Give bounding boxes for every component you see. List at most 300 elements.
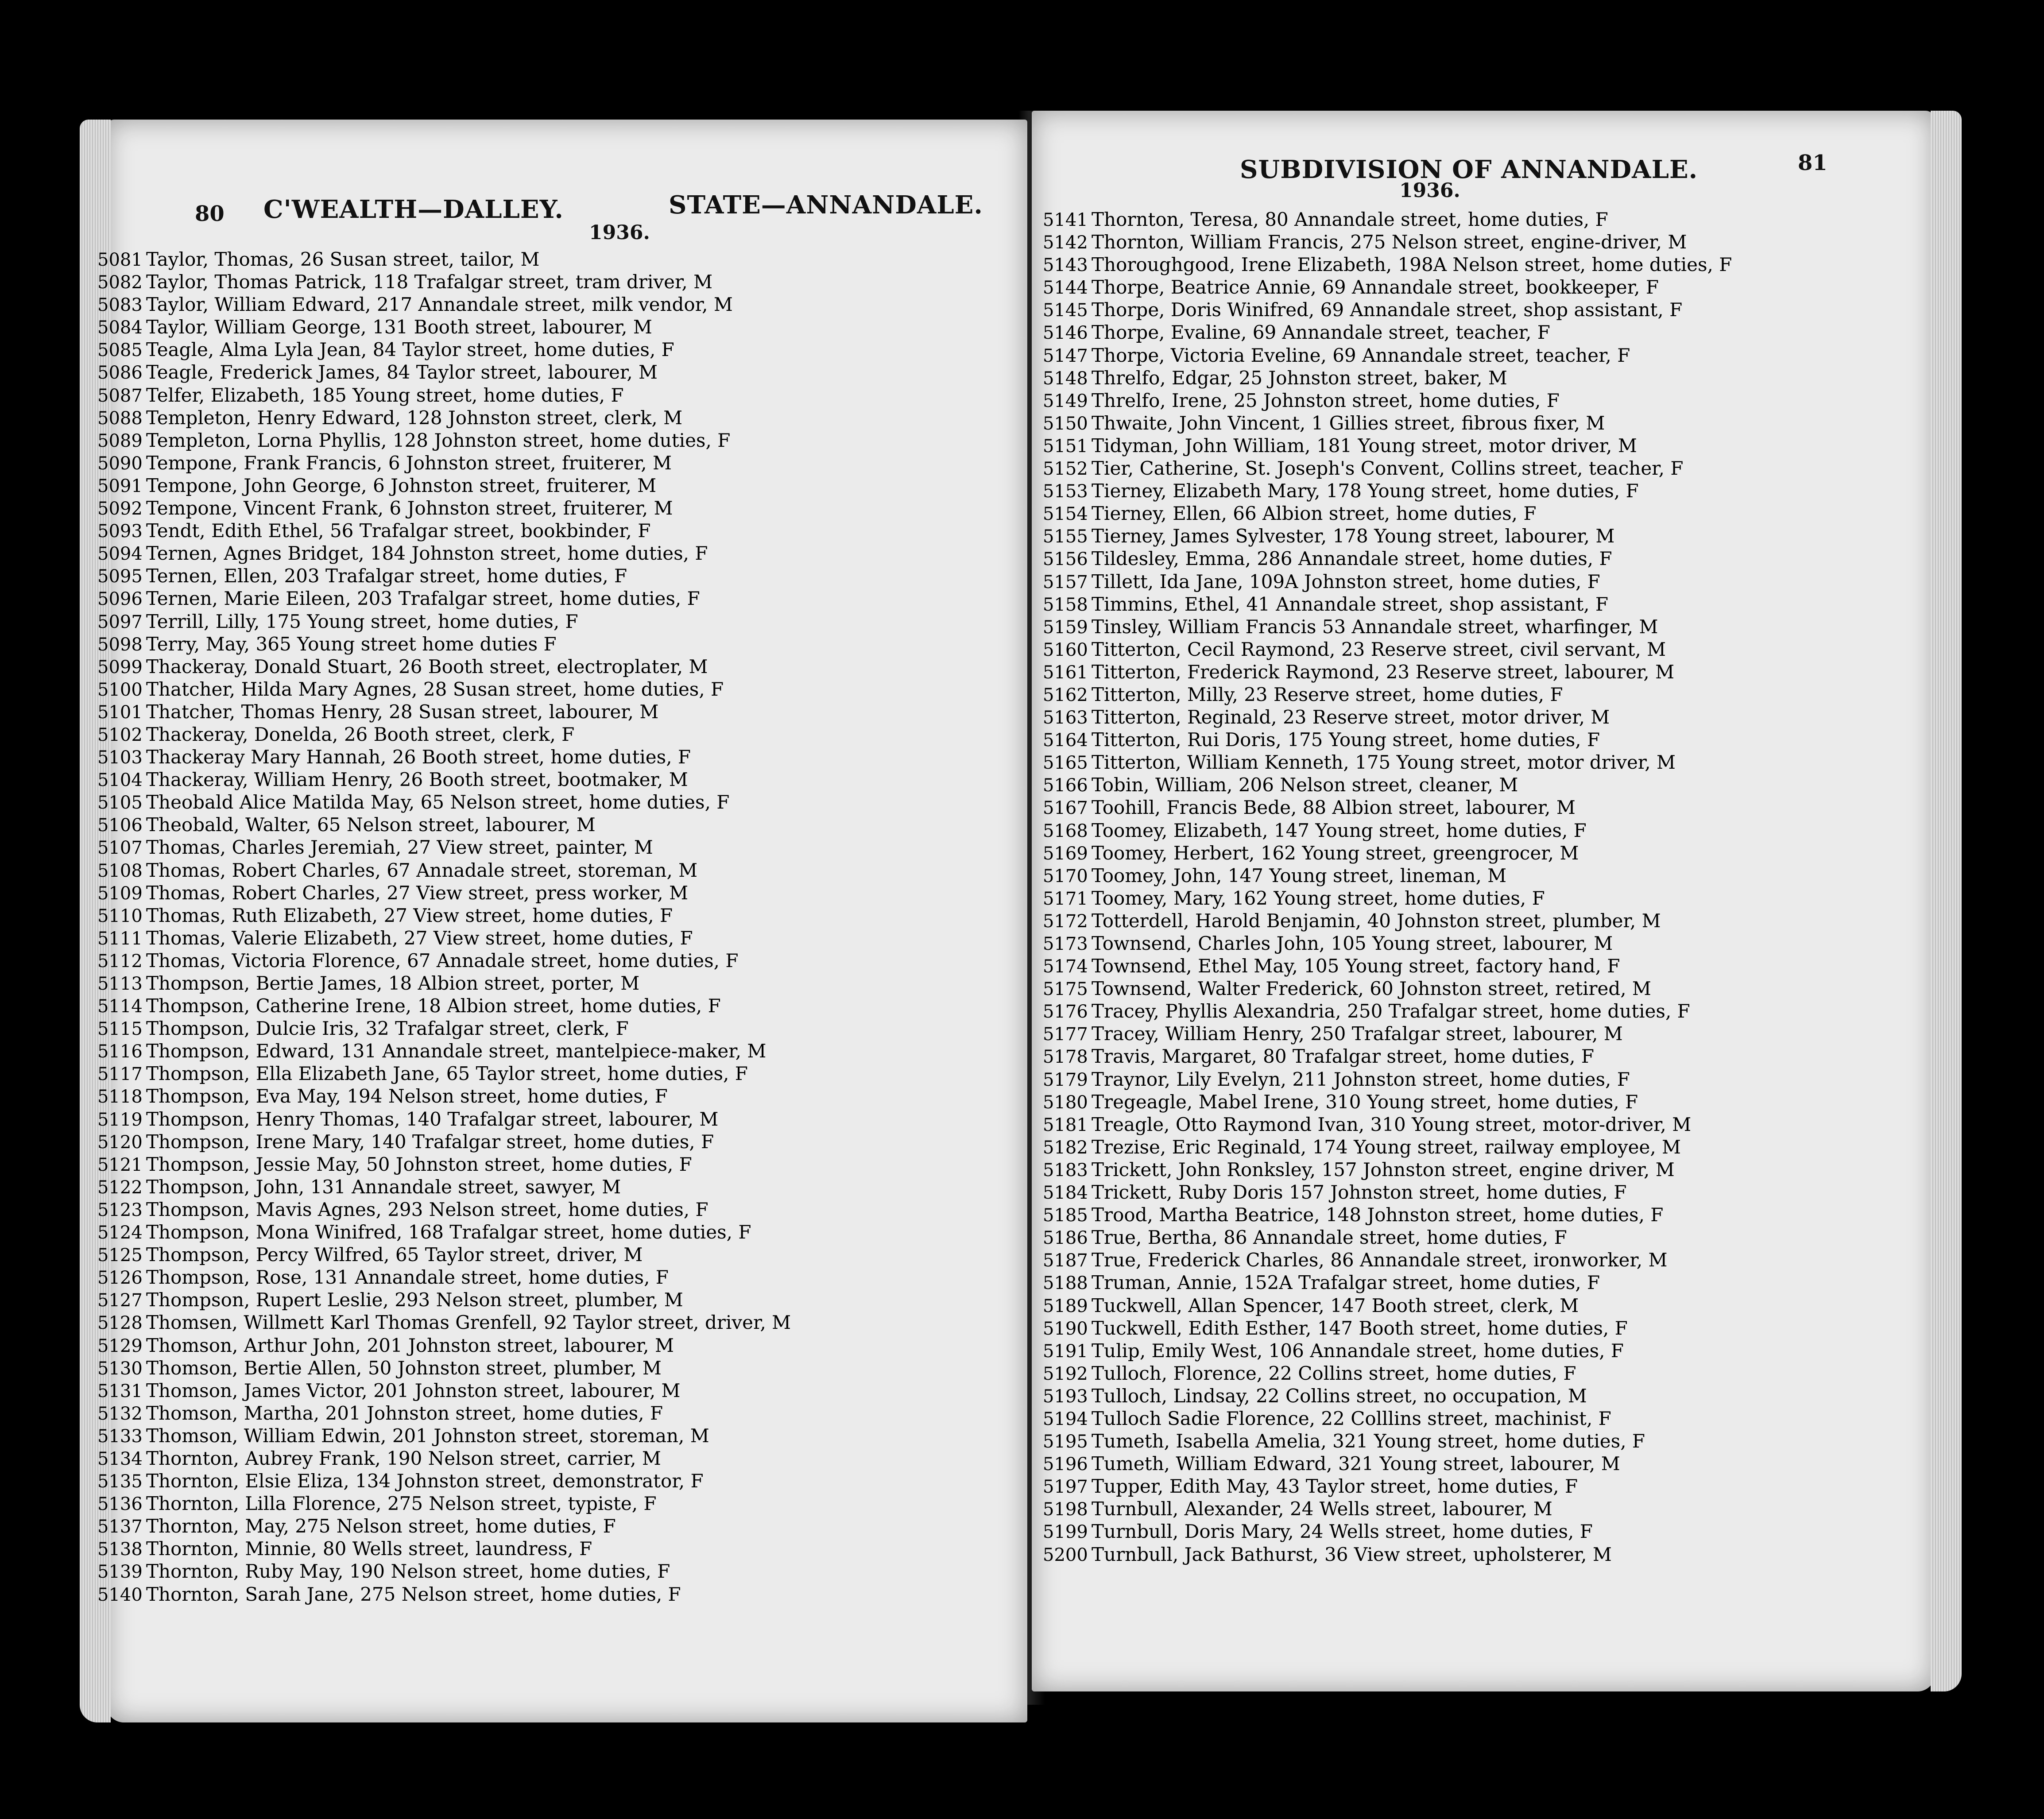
elector-entry bbox=[97, 1560, 921, 1583]
entry-number: 5114 bbox=[97, 996, 143, 1017]
elector-entry bbox=[97, 927, 921, 949]
entry-number: 5199 bbox=[1043, 1522, 1088, 1543]
elector-entry bbox=[1043, 480, 1924, 502]
elector-entry bbox=[1043, 1498, 1924, 1520]
elector-entry bbox=[1043, 955, 1924, 977]
entry-text: Thomsen, Willmett Karl Thomas Grenfell, 92 Taylor street, driver, M bbox=[146, 1312, 791, 1334]
entry-number: 5138 bbox=[97, 1539, 143, 1560]
elector-entry bbox=[97, 1311, 921, 1334]
entry-number: 5118 bbox=[97, 1087, 143, 1107]
entry-text: Thomas, Valerie Elizabeth, 27 View street, home duties, F bbox=[146, 927, 693, 949]
entry-number: 5082 bbox=[97, 272, 143, 293]
entry-number: 5168 bbox=[1043, 820, 1088, 841]
elector-entry bbox=[97, 972, 921, 995]
entry-number: 5161 bbox=[1043, 662, 1088, 683]
right-year: 1936. bbox=[1399, 179, 1460, 202]
entry-text: Tumeth, William Edward, 321 Young street, labourer, M bbox=[1092, 1453, 1620, 1475]
elector-entry bbox=[97, 361, 921, 383]
entry-number: 5086 bbox=[97, 363, 143, 383]
entry-text: Titterton, Reginald, 23 Reserve street, motor driver, M bbox=[1092, 706, 1610, 728]
entry-number: 5143 bbox=[1043, 255, 1088, 276]
elector-entry bbox=[1043, 1226, 1924, 1249]
elector-entry bbox=[1043, 638, 1924, 661]
entry-number: 5172 bbox=[1043, 911, 1088, 932]
entry-text: Thompson, Irene Mary, 140 Trafalgar street, home duties, F bbox=[146, 1130, 714, 1153]
entry-number: 5101 bbox=[97, 702, 143, 723]
entry-number: 5167 bbox=[1043, 798, 1088, 819]
entry-text: Thatcher, Hilda Mary Agnes, 28 Susan street, home duties, F bbox=[146, 678, 724, 700]
entry-number: 5148 bbox=[1043, 368, 1088, 389]
entry-text: Thoroughgood, Irene Elizabeth, 198A Nelson street, home duties, F bbox=[1092, 254, 1732, 276]
entry-number: 5197 bbox=[1043, 1477, 1088, 1498]
entry-text: Thomson, William Edwin, 201 Johnston street, storeman, M bbox=[146, 1424, 709, 1447]
entry-number: 5160 bbox=[1043, 639, 1088, 660]
elector-entry bbox=[97, 248, 921, 271]
elector-entry bbox=[1043, 1022, 1924, 1045]
entry-text: Ternen, Ellen, 203 Trafalgar street, home duties, F bbox=[146, 565, 627, 587]
elector-entry bbox=[1043, 1068, 1924, 1091]
entry-number: 5177 bbox=[1043, 1024, 1088, 1045]
entry-text: Thornton, William Francis, 275 Nelson street, engine-driver, M bbox=[1092, 231, 1687, 253]
elector-entry bbox=[97, 1515, 921, 1537]
entry-number: 5085 bbox=[97, 340, 143, 361]
entry-text: Thornton, Lilla Florence, 275 Nelson street, typiste, F bbox=[146, 1493, 657, 1515]
entry-text: Terry, May, 365 Young street home duties F bbox=[146, 633, 557, 655]
entry-text: Tracey, Phyllis Alexandria, 250 Trafalgar street, home duties, F bbox=[1092, 1000, 1690, 1022]
elector-entry bbox=[97, 882, 921, 904]
elector-entry bbox=[1043, 367, 1924, 389]
entry-number: 5183 bbox=[1043, 1160, 1088, 1180]
elector-entry bbox=[97, 768, 921, 791]
entry-text: Thompson, Eva May, 194 Nelson street, home duties, F bbox=[146, 1085, 668, 1107]
entry-number: 5158 bbox=[1043, 594, 1088, 615]
entry-text: Toomey, Herbert, 162 Young street, greengrocer, M bbox=[1092, 842, 1579, 864]
elector-entry bbox=[1043, 728, 1924, 751]
elector-entry bbox=[97, 836, 921, 859]
entry-text: Townsend, Charles John, 105 Young street, labourer, M bbox=[1092, 933, 1613, 954]
entry-text: Titterton, Cecil Raymond, 23 Reserve street, civil servant, M bbox=[1092, 638, 1666, 660]
entry-text: Threlfo, Edgar, 25 Johnston street, baker, M bbox=[1092, 367, 1507, 389]
entry-text: Thompson, Jessie May, 50 Johnston street, home duties, F bbox=[146, 1153, 692, 1175]
entry-text: Tupper, Edith May, 43 Taylor street, home duties, F bbox=[1092, 1475, 1578, 1498]
entry-text: Thompson, Rupert Leslie, 293 Nelson street, plumber, M bbox=[146, 1289, 683, 1311]
entry-number: 5194 bbox=[1043, 1409, 1088, 1429]
entry-text: Traynor, Lily Evelyn, 211 Johnston street, home duties, F bbox=[1092, 1068, 1630, 1090]
elector-entry bbox=[1043, 547, 1924, 570]
entry-number: 5149 bbox=[1043, 391, 1088, 411]
entry-text: Tulloch, Florence, 22 Collins street, home duties, F bbox=[1092, 1362, 1576, 1384]
entry-number: 5102 bbox=[97, 724, 143, 745]
entry-text: Teagle, Alma Lyla Jean, 84 Taylor street, home duties, F bbox=[146, 339, 674, 361]
entry-number: 5200 bbox=[1043, 1544, 1088, 1565]
left-entry-list bbox=[97, 248, 921, 1606]
entry-text: Thompson, John, 131 Annandale street, sawyer, M bbox=[146, 1176, 621, 1198]
elector-entry bbox=[1043, 1407, 1924, 1430]
entry-text: Thorpe, Doris Winifred, 69 Annandale street, shop assistant, F bbox=[1092, 299, 1683, 321]
entry-text: Thompson, Ella Elizabeth Jane, 65 Taylor street, home duties, F bbox=[146, 1063, 748, 1085]
elector-entry bbox=[97, 904, 921, 927]
elector-entry bbox=[97, 384, 921, 406]
entry-text: Townsend, Ethel May, 105 Young street, factory hand, F bbox=[1092, 955, 1620, 977]
entry-number: 5171 bbox=[1043, 888, 1088, 909]
elector-entry bbox=[1043, 1113, 1924, 1136]
entry-text: Ternen, Agnes Bridget, 184 Johnston street, home duties, F bbox=[146, 542, 708, 565]
entry-text: Tildesley, Emma, 286 Annandale street, home duties, F bbox=[1092, 548, 1612, 570]
entry-number: 5106 bbox=[97, 815, 143, 836]
entry-number: 5198 bbox=[1043, 1499, 1088, 1520]
entry-text: Tierney, James Sylvester, 178 Young street, labourer, M bbox=[1092, 525, 1615, 547]
elector-entry bbox=[1043, 457, 1924, 480]
entry-number: 5193 bbox=[1043, 1386, 1088, 1407]
entry-text: Treagle, Otto Raymond Ivan, 310 Young street, motor-driver, M bbox=[1092, 1113, 1692, 1135]
right-entry-list bbox=[1043, 208, 1924, 1566]
entry-number: 5174 bbox=[1043, 956, 1088, 977]
entry-number: 5097 bbox=[97, 611, 143, 632]
entry-text: Theobald Alice Matilda May, 65 Nelson street, home duties, F bbox=[146, 791, 730, 813]
elector-entry bbox=[1043, 1294, 1924, 1317]
elector-entry bbox=[97, 1537, 921, 1560]
elector-entry bbox=[1043, 1475, 1924, 1498]
elector-entry bbox=[97, 1334, 921, 1357]
elector-entry bbox=[1043, 774, 1924, 796]
entry-text: Tidyman, John William, 181 Young street, motor driver, M bbox=[1092, 434, 1637, 457]
entry-number: 5093 bbox=[97, 521, 143, 542]
entry-number: 5139 bbox=[97, 1562, 143, 1583]
entry-number: 5192 bbox=[1043, 1363, 1088, 1384]
elector-entry bbox=[97, 1108, 921, 1130]
entry-number: 5111 bbox=[97, 928, 143, 949]
entry-number: 5108 bbox=[97, 860, 143, 881]
entry-text: Tempone, John George, 6 Johnston street, fruiterer, M bbox=[146, 474, 657, 496]
entry-text: Ternen, Marie Eileen, 203 Trafalgar street, home duties, F bbox=[146, 588, 700, 610]
entry-text: Toomey, Elizabeth, 147 Young street, home duties, F bbox=[1092, 819, 1587, 841]
entry-number: 5121 bbox=[97, 1154, 143, 1175]
entry-text: Tracey, William Henry, 250 Trafalgar street, labourer, M bbox=[1092, 1023, 1623, 1045]
entry-number: 5152 bbox=[1043, 459, 1088, 480]
entry-text: Thompson, Bertie James, 18 Albion street, porter, M bbox=[146, 972, 640, 994]
entry-text: Thomson, James Victor, 201 Johnston street, labourer, M bbox=[146, 1379, 681, 1401]
elector-entry bbox=[1043, 593, 1924, 615]
entry-number: 5081 bbox=[97, 250, 143, 270]
elector-entry bbox=[1043, 570, 1924, 593]
elector-entry bbox=[1043, 683, 1924, 706]
entry-text: Trickett, John Ronksley, 157 Johnston street, engine driver, M bbox=[1092, 1158, 1675, 1180]
entry-text: Thompson, Mona Winifred, 168 Trafalgar street, home duties, F bbox=[146, 1221, 751, 1243]
entry-number: 5179 bbox=[1043, 1069, 1088, 1090]
left-year: 1936. bbox=[589, 221, 650, 244]
entry-text: Thompson, Henry Thomas, 140 Trafalgar street, labourer, M bbox=[146, 1108, 719, 1130]
entry-text: Thackeray, William Henry, 26 Booth street, bootmaker, M bbox=[146, 769, 688, 791]
entry-text: Thomas, Ruth Elizabeth, 27 View street, home duties, F bbox=[146, 904, 673, 926]
entry-text: True, Bertha, 86 Annandale street, home duties, F bbox=[1092, 1227, 1567, 1249]
entry-number: 5153 bbox=[1043, 481, 1088, 502]
entry-number: 5178 bbox=[1043, 1047, 1088, 1068]
entry-text: Tumeth, Isabella Amelia, 321 Young street, home duties, F bbox=[1092, 1430, 1645, 1452]
entry-number: 5184 bbox=[1043, 1183, 1088, 1204]
entry-text: Trickett, Ruby Doris 157 Johnston street, home duties, F bbox=[1092, 1181, 1627, 1204]
entry-number: 5137 bbox=[97, 1517, 143, 1537]
entry-text: Templeton, Henry Edward, 128 Johnston street, clerk, M bbox=[146, 406, 683, 429]
elector-entry bbox=[1043, 1158, 1924, 1181]
elector-entry bbox=[97, 429, 921, 452]
entry-number: 5084 bbox=[97, 317, 143, 338]
entry-text: Thompson, Catherine Irene, 18 Albion street, home duties, F bbox=[146, 995, 721, 1017]
entry-text: Tendt, Edith Ethel, 56 Trafalgar street, bookbinder, F bbox=[146, 520, 651, 542]
elector-entry bbox=[1043, 819, 1924, 842]
elector-entry bbox=[1043, 932, 1924, 955]
entry-text: Telfer, Elizabeth, 185 Young street, home duties, F bbox=[146, 384, 624, 406]
elector-entry bbox=[97, 406, 921, 429]
entry-text: Timmins, Ethel, 41 Annandale street, shop assistant, F bbox=[1092, 593, 1609, 615]
entry-number: 5180 bbox=[1043, 1092, 1088, 1113]
elector-entry bbox=[1043, 661, 1924, 683]
entry-text: Threlfo, Irene, 25 Johnston street, home duties, F bbox=[1092, 389, 1560, 411]
entry-number: 5119 bbox=[97, 1109, 143, 1130]
elector-entry bbox=[97, 1176, 921, 1198]
left-folio: 80 bbox=[195, 201, 225, 226]
elector-entry bbox=[97, 995, 921, 1017]
entry-number: 5135 bbox=[97, 1471, 143, 1492]
entry-number: 5115 bbox=[97, 1019, 143, 1040]
elector-entry bbox=[1043, 389, 1924, 412]
elector-entry bbox=[1043, 298, 1924, 321]
entry-number: 5187 bbox=[1043, 1250, 1088, 1271]
elector-entry bbox=[1043, 1452, 1924, 1475]
entry-number: 5092 bbox=[97, 499, 143, 519]
entry-text: Turnbull, Jack Bathurst, 36 View street, upholsterer, M bbox=[1092, 1543, 1612, 1565]
elector-entry bbox=[97, 1424, 921, 1447]
elector-entry bbox=[97, 610, 921, 633]
elector-entry bbox=[97, 1379, 921, 1402]
elector-entry bbox=[1043, 276, 1924, 298]
elector-entry bbox=[97, 474, 921, 497]
entry-number: 5182 bbox=[1043, 1137, 1088, 1158]
elector-entry bbox=[1043, 910, 1924, 932]
elector-entry bbox=[1043, 887, 1924, 910]
entry-number: 5127 bbox=[97, 1290, 143, 1311]
elector-entry bbox=[97, 1447, 921, 1470]
entry-text: Thornton, Teresa, 80 Annandale street, home duties, F bbox=[1092, 209, 1608, 230]
entry-text: Teagle, Frederick James, 84 Taylor street, labourer, M bbox=[146, 361, 658, 383]
entry-number: 5181 bbox=[1043, 1115, 1088, 1135]
elector-entry bbox=[1043, 502, 1924, 525]
elector-entry bbox=[97, 949, 921, 972]
elector-entry bbox=[97, 655, 921, 678]
entry-number: 5112 bbox=[97, 951, 143, 971]
entry-number: 5154 bbox=[1043, 504, 1088, 525]
entry-number: 5190 bbox=[1043, 1318, 1088, 1339]
entry-number: 5125 bbox=[97, 1245, 143, 1266]
elector-entry bbox=[1043, 864, 1924, 887]
entry-text: Townsend, Walter Frederick, 60 Johnston street, retired, M bbox=[1092, 978, 1651, 1000]
elector-entry bbox=[1043, 1430, 1924, 1452]
elector-entry bbox=[1043, 412, 1924, 434]
entry-number: 5142 bbox=[1043, 232, 1088, 253]
entry-text: Taylor, Thomas Patrick, 118 Trafalgar street, tram driver, M bbox=[146, 271, 713, 293]
entry-text: Tuckwell, Allan Spencer, 147 Booth street, clerk, M bbox=[1092, 1294, 1579, 1316]
elector-entry bbox=[1043, 977, 1924, 1000]
entry-text: Thomas, Charles Jeremiah, 27 View street, painter, M bbox=[146, 836, 653, 859]
elector-entry bbox=[1043, 208, 1924, 231]
entry-number: 5140 bbox=[97, 1584, 143, 1605]
entry-number: 5122 bbox=[97, 1177, 143, 1198]
elector-entry bbox=[97, 1198, 921, 1221]
entry-number: 5185 bbox=[1043, 1205, 1088, 1226]
entry-number: 5124 bbox=[97, 1223, 143, 1243]
elector-entry bbox=[97, 497, 921, 519]
entry-number: 5189 bbox=[1043, 1296, 1088, 1316]
entry-text: Tierney, Ellen, 66 Albion street, home duties, F bbox=[1092, 503, 1537, 525]
elector-entry bbox=[97, 1062, 921, 1085]
entry-number: 5107 bbox=[97, 838, 143, 859]
elector-entry bbox=[1043, 1385, 1924, 1407]
entry-text: Toohill, Francis Bede, 88 Albion street, labourer, M bbox=[1092, 797, 1576, 819]
right-page-edge bbox=[1931, 111, 1962, 1691]
elector-entry bbox=[97, 859, 921, 882]
entry-number: 5128 bbox=[97, 1313, 143, 1334]
entry-text: Tregeagle, Mabel Irene, 310 Young street, home duties, F bbox=[1092, 1091, 1638, 1113]
entry-number: 5156 bbox=[1043, 549, 1088, 570]
entry-text: Tulloch, Lindsay, 22 Collins street, no occupation, M bbox=[1092, 1385, 1587, 1407]
entry-number: 5096 bbox=[97, 589, 143, 610]
elector-entry bbox=[97, 723, 921, 746]
left-header-left: C'WEALTH—DALLEY. bbox=[263, 195, 564, 224]
entry-number: 5164 bbox=[1043, 730, 1088, 751]
elector-entry bbox=[1043, 1339, 1924, 1362]
entry-number: 5169 bbox=[1043, 843, 1088, 864]
elector-entry bbox=[97, 1289, 921, 1311]
entry-number: 5116 bbox=[97, 1041, 143, 1062]
elector-entry bbox=[1043, 1362, 1924, 1385]
entry-text: Thornton, Minnie, 80 Wells street, laundress, F bbox=[146, 1538, 592, 1560]
elector-entry bbox=[1043, 1091, 1924, 1113]
elector-entry bbox=[1043, 253, 1924, 276]
entry-number: 5098 bbox=[97, 634, 143, 655]
elector-entry bbox=[1043, 1000, 1924, 1022]
entry-text: Terrill, Lilly, 175 Young street, home duties, F bbox=[146, 610, 578, 632]
entry-text: Thompson, Dulcie Iris, 32 Trafalgar street, clerk, F bbox=[146, 1018, 629, 1040]
entry-text: Tempone, Frank Francis, 6 Johnston street, fruiterer, M bbox=[146, 452, 672, 474]
entry-number: 5162 bbox=[1043, 685, 1088, 705]
entry-number: 5166 bbox=[1043, 775, 1088, 796]
elector-entry bbox=[97, 271, 921, 293]
elector-entry bbox=[97, 701, 921, 723]
entry-number: 5120 bbox=[97, 1132, 143, 1153]
elector-entry bbox=[97, 1153, 921, 1176]
entry-number: 5130 bbox=[97, 1358, 143, 1379]
entry-number: 5145 bbox=[1043, 300, 1088, 321]
entry-text: Titterton, Frederick Raymond, 23 Reserve street, labourer, M bbox=[1092, 661, 1675, 683]
elector-entry bbox=[97, 316, 921, 338]
elector-entry bbox=[1043, 1204, 1924, 1226]
entry-number: 5155 bbox=[1043, 526, 1088, 547]
entry-text: Thomson, Bertie Allen, 50 Johnston street, plumber, M bbox=[146, 1357, 662, 1379]
entry-number: 5175 bbox=[1043, 979, 1088, 1000]
elector-entry bbox=[97, 1017, 921, 1040]
entry-text: Thatcher, Thomas Henry, 28 Susan street, labourer, M bbox=[146, 701, 659, 723]
entry-number: 5129 bbox=[97, 1335, 143, 1356]
entry-text: Titterton, Milly, 23 Reserve street, home duties, F bbox=[1092, 683, 1563, 705]
entry-text: Thackeray, Donelda, 26 Booth street, clerk, F bbox=[146, 723, 575, 745]
elector-entry bbox=[97, 1492, 921, 1515]
entry-text: Thornton, May, 275 Nelson street, home duties, F bbox=[146, 1515, 616, 1537]
entry-text: Taylor, Thomas, 26 Susan street, tailor, M bbox=[146, 248, 540, 270]
entry-number: 5117 bbox=[97, 1064, 143, 1085]
entry-text: Thomson, Martha, 201 Johnston street, home duties, F bbox=[146, 1402, 663, 1424]
entry-text: Thwaite, John Vincent, 1 Gillies street, fibrous fixer, M bbox=[1092, 412, 1605, 434]
entry-number: 5090 bbox=[97, 453, 143, 474]
entry-number: 5136 bbox=[97, 1494, 143, 1515]
entry-number: 5144 bbox=[1043, 278, 1088, 298]
entry-number: 5109 bbox=[97, 883, 143, 904]
elector-entry bbox=[1043, 842, 1924, 864]
entry-number: 5091 bbox=[97, 476, 143, 496]
elector-entry bbox=[97, 293, 921, 316]
elector-entry bbox=[97, 565, 921, 587]
elector-entry bbox=[1043, 1249, 1924, 1271]
entry-text: Theobald, Walter, 65 Nelson street, labourer, M bbox=[146, 814, 596, 836]
entry-number: 5099 bbox=[97, 657, 143, 677]
entry-number: 5123 bbox=[97, 1200, 143, 1220]
entry-text: Toomey, Mary, 162 Young street, home duties, F bbox=[1092, 887, 1545, 909]
entry-text: Tier, Catherine, St. Joseph's Convent, Collins street, teacher, F bbox=[1092, 457, 1684, 480]
elector-entry bbox=[1043, 1520, 1924, 1543]
elector-entry bbox=[1043, 1271, 1924, 1294]
elector-entry bbox=[1043, 1136, 1924, 1158]
elector-entry bbox=[1043, 615, 1924, 638]
entry-number: 5126 bbox=[97, 1268, 143, 1289]
entry-number: 5195 bbox=[1043, 1432, 1088, 1452]
entry-number: 5134 bbox=[97, 1448, 143, 1469]
entry-number: 5088 bbox=[97, 408, 143, 429]
entry-text: Thornton, Aubrey Frank, 190 Nelson street, carrier, M bbox=[146, 1447, 661, 1469]
elector-entry bbox=[97, 678, 921, 701]
entry-number: 5089 bbox=[97, 430, 143, 451]
elector-entry bbox=[97, 1243, 921, 1266]
entry-number: 5163 bbox=[1043, 708, 1088, 728]
entry-number: 5188 bbox=[1043, 1273, 1088, 1294]
entry-text: Thompson, Rose, 131 Annandale street, home duties, F bbox=[146, 1266, 669, 1289]
entry-number: 5131 bbox=[97, 1381, 143, 1401]
elector-entry bbox=[97, 587, 921, 610]
entry-number: 5147 bbox=[1043, 345, 1088, 366]
elector-entry bbox=[97, 1357, 921, 1379]
elector-entry bbox=[97, 1470, 921, 1492]
entry-number: 5151 bbox=[1043, 436, 1088, 457]
entry-text: Turnbull, Alexander, 24 Wells street, labourer, M bbox=[1092, 1498, 1552, 1520]
entry-text: Tuckwell, Edith Esther, 147 Booth street, home duties, F bbox=[1092, 1317, 1628, 1339]
elector-entry bbox=[1043, 434, 1924, 457]
entry-text: Thornton, Ruby May, 190 Nelson street, home duties, F bbox=[146, 1560, 670, 1583]
entry-number: 5165 bbox=[1043, 753, 1088, 774]
entry-text: Titterton, Rui Doris, 175 Young street, home duties, F bbox=[1092, 729, 1600, 751]
entry-number: 5157 bbox=[1043, 572, 1088, 592]
elector-entry bbox=[97, 519, 921, 542]
elector-entry bbox=[1043, 706, 1924, 728]
elector-entry bbox=[97, 1402, 921, 1424]
entry-number: 5146 bbox=[1043, 323, 1088, 344]
entry-text: Thomson, Arthur John, 201 Johnston street, labourer, M bbox=[146, 1334, 674, 1356]
entry-number: 5141 bbox=[1043, 210, 1088, 230]
elector-entry bbox=[1043, 1317, 1924, 1339]
elector-entry bbox=[97, 633, 921, 655]
entry-text: Thornton, Sarah Jane, 275 Nelson street, home duties, F bbox=[146, 1583, 681, 1605]
entry-text: Thackeray, Donald Stuart, 26 Booth street, electroplater, M bbox=[146, 655, 708, 677]
elector-entry bbox=[1043, 344, 1924, 367]
entry-text: Trood, Martha Beatrice, 148 Johnston street, home duties, F bbox=[1092, 1204, 1664, 1226]
elector-entry bbox=[97, 746, 921, 768]
entry-number: 5196 bbox=[1043, 1454, 1088, 1475]
